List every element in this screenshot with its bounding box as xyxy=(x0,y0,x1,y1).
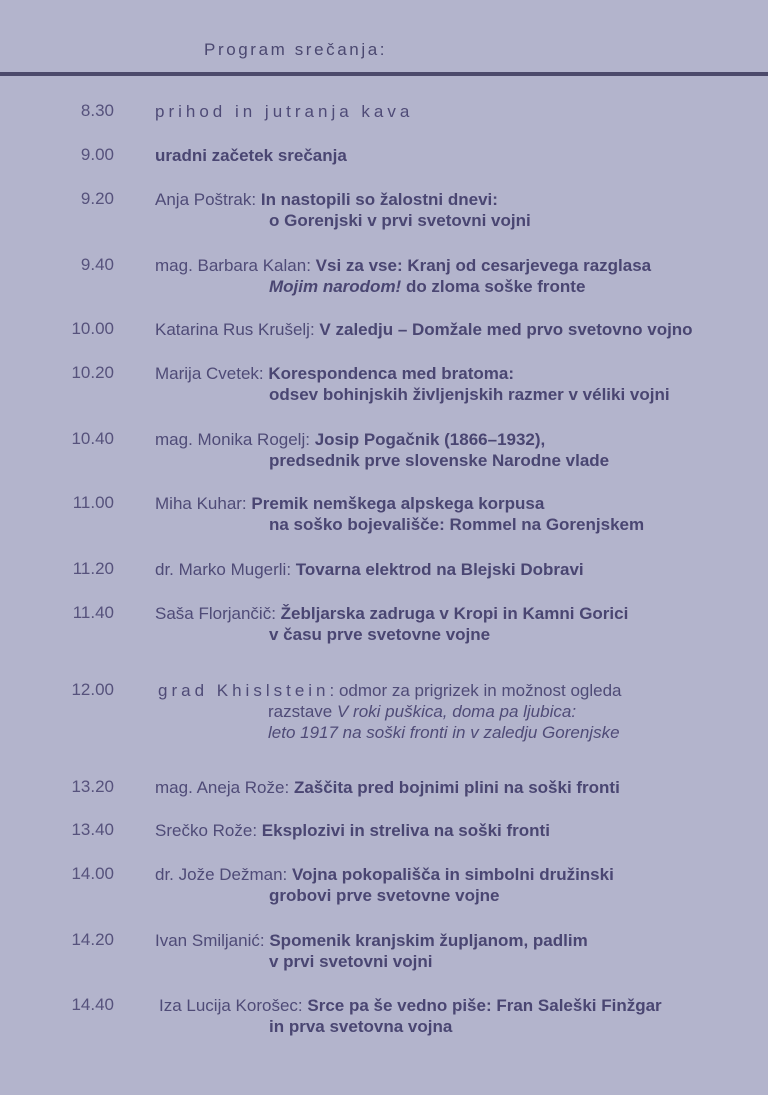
program-content xyxy=(159,995,759,1037)
speaker-name: Srečko Rože: xyxy=(155,821,258,840)
program-time: 10.20 xyxy=(71,363,114,382)
talk-title-cont: o Gorenjski v prvi svetovni vojni xyxy=(269,211,531,230)
talk-title-cont: predsednik prve slovenske Narodne vlade xyxy=(269,451,610,470)
speaker-name: mag. Barbara Kalan: xyxy=(155,256,311,275)
program-time: 9.20 xyxy=(80,189,114,208)
speaker-name: Iza Lucija Korošec: xyxy=(159,996,303,1015)
program-content xyxy=(155,429,755,471)
talk-title: Premik nemškega alpskega korpusa xyxy=(251,494,545,513)
program-content xyxy=(155,559,755,580)
program-content xyxy=(155,930,755,972)
program-content xyxy=(158,680,758,743)
talk-title-cont: v prvi svetovni vojni xyxy=(269,952,433,971)
talk-title-cont: do zloma soške fronte xyxy=(401,277,586,296)
talk-title: Vsi za vse: Kranj od cesarjevega razglasa xyxy=(315,256,652,275)
talk-title-cont: odsev bohinjskih življenjskih razmer v véliki vojni xyxy=(269,385,670,404)
program-content xyxy=(155,777,755,798)
program-time: 8.30 xyxy=(80,101,114,120)
program-content xyxy=(155,189,755,231)
speaker-name: Ivan Smiljanić: xyxy=(155,931,265,950)
talk-title-cont: in prva svetovna vojna xyxy=(269,1017,453,1036)
talk-title-cont: na soško bojevališče: Rommel na Gorenjskem xyxy=(269,515,645,534)
speaker-name: Saša Florjančič: xyxy=(155,604,276,623)
talk-title: Žebljarska zadruga v Kropi in Kamni Gorici xyxy=(280,604,629,623)
speaker-name: mag. Aneja Rože: xyxy=(155,778,290,797)
program-time: 9.00 xyxy=(80,145,114,164)
speaker-name: Katarina Rus Krušelj: xyxy=(155,320,315,339)
arrival-text: prihod in jutranja kava xyxy=(155,102,414,121)
program-time: 14.40 xyxy=(71,995,114,1014)
talk-title: Eksplozivi in streliva na soški fronti xyxy=(261,821,550,840)
exhibition-text: razstave xyxy=(268,702,337,721)
speaker-name: Anja Poštrak: xyxy=(155,190,257,209)
speaker-name: dr. Jože Dežman: xyxy=(155,865,288,884)
program-content xyxy=(155,603,755,645)
page-title: Program srečanja: xyxy=(204,40,388,59)
program-content xyxy=(155,864,755,906)
program-time: 13.40 xyxy=(71,820,114,839)
talk-title-cont: v času prve svetovne vojne xyxy=(269,625,491,644)
program-content xyxy=(155,363,755,405)
program-content xyxy=(155,493,755,535)
talk-title: Vojna pokopališča in simbolni družinski xyxy=(292,865,614,884)
program-content xyxy=(155,820,755,841)
program-time: 9.40 xyxy=(80,255,114,274)
talk-title-italic: Mojim narodom! xyxy=(269,277,402,296)
speaker-name: Miha Kuhar: xyxy=(155,494,247,513)
program-time: 13.20 xyxy=(71,777,114,796)
speaker-name: dr. Marko Mugerli: xyxy=(155,560,292,579)
program-content xyxy=(155,101,755,122)
talk-title: Tovarna elektrod na Blejski Dobravi xyxy=(295,560,584,579)
talk-title: Srce pa še vedno piše: Fran Saleški Finžgar xyxy=(307,996,662,1015)
talk-title: Zaščita pred bojnimi plini na soški fronti xyxy=(293,778,620,797)
program-time: 11.40 xyxy=(72,603,114,622)
talk-title: Korespondenca med bratoma: xyxy=(268,364,514,383)
speaker-name: mag. Monika Rogelj: xyxy=(155,430,310,449)
talk-title: Spomenik kranjskim župljanom, padlim xyxy=(269,931,588,950)
program-content xyxy=(155,255,755,297)
talk-title: Josip Pogačnik (1866–1932), xyxy=(314,430,546,449)
talk-title: In nastopili so žalostni dnevi: xyxy=(260,190,498,209)
header-divider xyxy=(0,72,768,76)
talk-title: V zaledju – Domžale med prvo svetovno vojno xyxy=(319,320,693,339)
opening-text: uradni začetek srečanja xyxy=(155,146,347,165)
program-time: 14.00 xyxy=(71,864,114,883)
program-content xyxy=(155,145,755,166)
program-time: 11.00 xyxy=(72,493,114,512)
program-time: 10.40 xyxy=(71,429,114,448)
program-time: 12.00 xyxy=(71,680,114,699)
talk-title-cont: grobovi prve svetovne vojne xyxy=(269,886,500,905)
program-time: 10.00 xyxy=(71,319,114,338)
break-text: : odmor za prigrizek in možnost ogleda xyxy=(329,681,622,700)
program-time: 11.20 xyxy=(72,559,114,578)
program-content xyxy=(155,319,755,340)
speaker-name: Marija Cvetek: xyxy=(155,364,264,383)
exhibition-title-cont: leto 1917 na soški fronti in v zaledju Gorenjske xyxy=(268,723,620,742)
exhibition-title: V roki puškica, doma pa ljubica: xyxy=(336,702,577,721)
program-time: 14.20 xyxy=(71,930,114,949)
venue-name: grad Khislstein xyxy=(158,681,330,700)
